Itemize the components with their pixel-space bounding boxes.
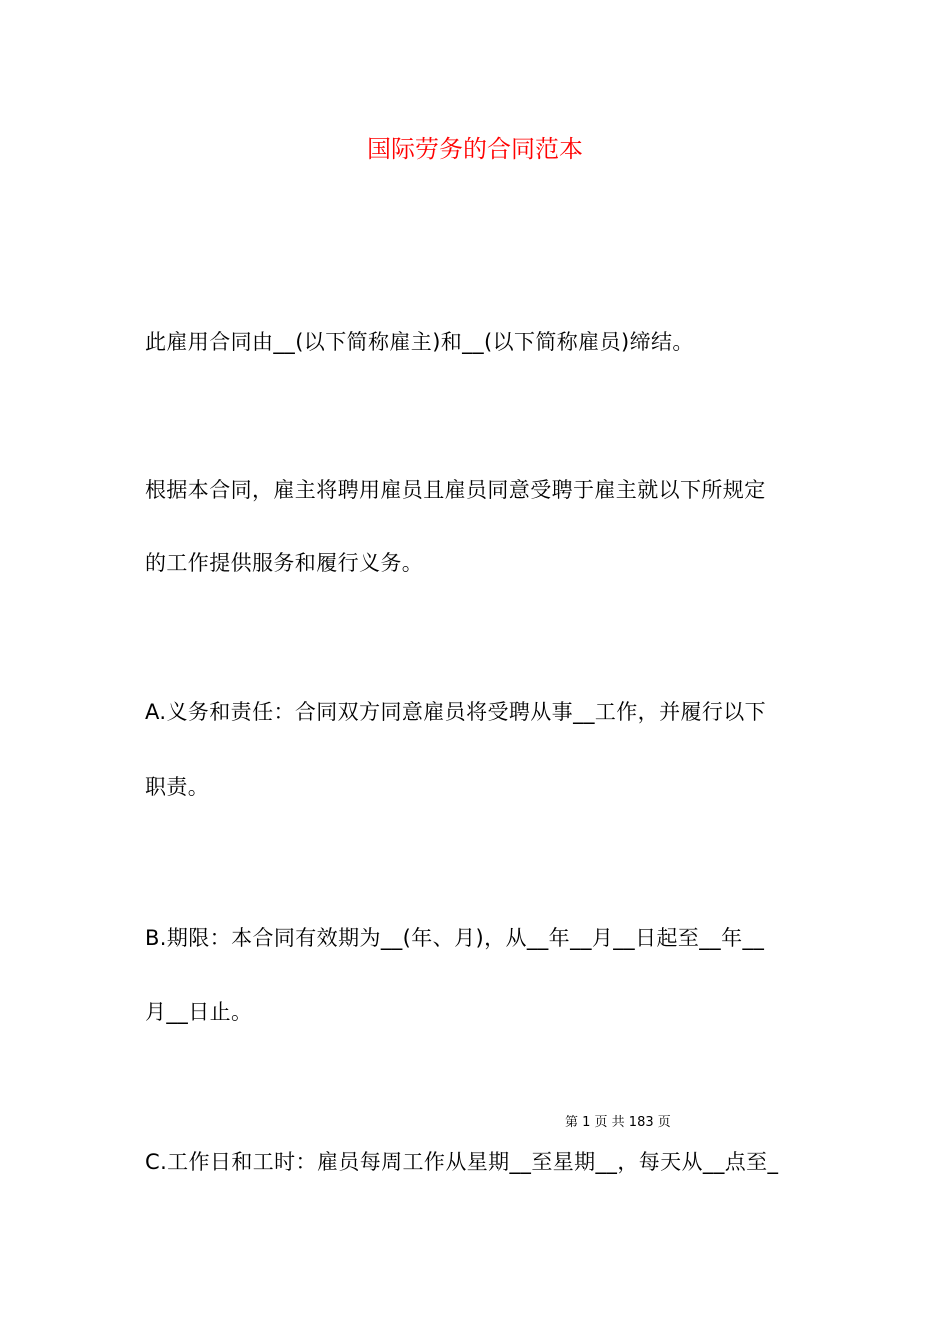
clause-c-line-1: C.工作日和工时：雇员每周工作从星期__至星期__，每天从__点至_	[145, 1150, 779, 1174]
paragraph-intro: 此雇用合同由__(以下简称雇主)和__(以下简称雇员)缔结。	[145, 330, 694, 354]
document-title: 国际劳务的合同范本	[367, 135, 583, 163]
clause-b-line-2: 月__日止。	[145, 1000, 253, 1024]
clause-b-line-1: B.期限：本合同有效期为__(年、月)，从__年__月__日起至__年__	[145, 926, 765, 950]
clause-a-line-2: 职责。	[145, 775, 210, 799]
page-number-footer: 第 1 页 共 183 页	[565, 1115, 671, 1130]
clause-a-line-1: A.义务和责任：合同双方同意雇员将受聘从事__工作，并履行以下	[145, 700, 767, 724]
paragraph-basis-line-1: 根据本合同，雇主将聘用雇员且雇员同意受聘于雇主就以下所规定	[145, 478, 766, 502]
paragraph-basis-line-2: 的工作提供服务和履行义务。	[145, 551, 424, 575]
